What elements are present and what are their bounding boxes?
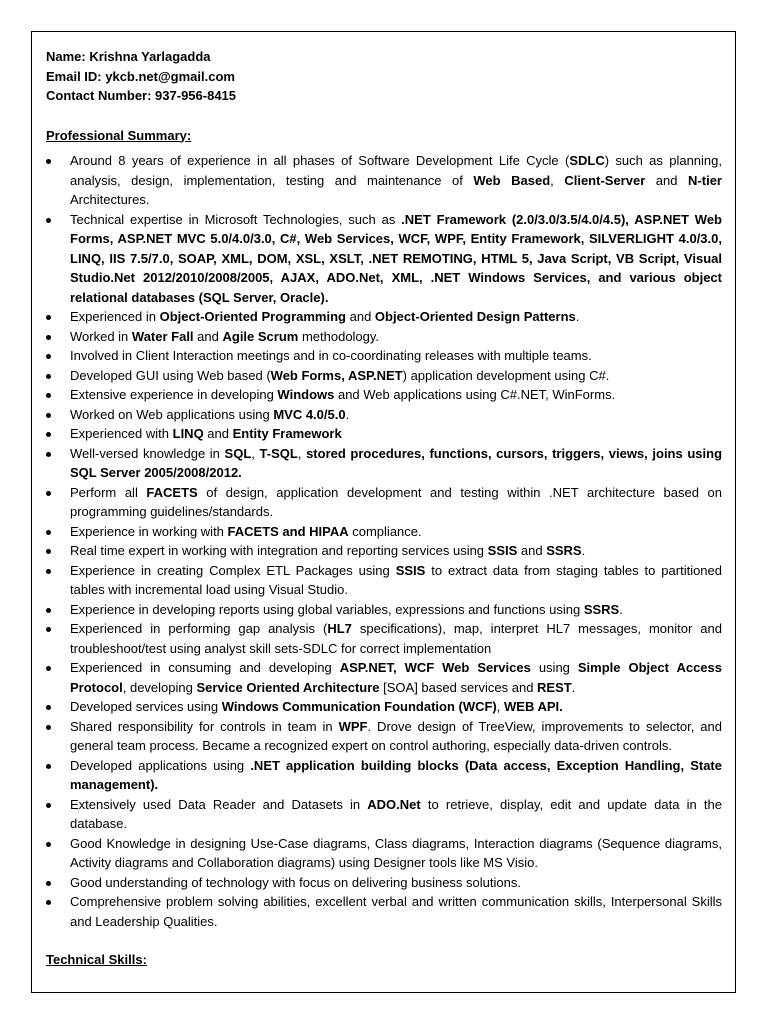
text-segment: Developed applications using [70,757,251,773]
text-segment: and [346,309,375,324]
bold-segment: SSIS [487,543,518,558]
bullet-icon [46,374,51,379]
text-segment: Comprehensive problem solving abilities, excellent verbal and written communication skills, Interpersonal Skills and Leadership Qualities. [70,894,722,929]
summary-item [46,619,722,658]
bold-segment: Web Based [473,172,551,188]
text-segment: Experienced in consuming and developing [70,660,340,675]
bullet-icon [46,335,51,340]
summary-item [46,541,722,561]
bold-segment: Water Fall [131,328,194,344]
bold-segment: ADO.Net [367,796,421,812]
text-segment: . [345,406,350,422]
text-segment: Experience in developing reports using global variables, expressions and functions using [70,601,584,617]
bullet-icon [46,725,51,730]
text-segment: Good Knowledge in designing Use-Case diagrams, Class diagrams, Interaction diagrams (Sequence diagrams, Activity diagrams and Collaboration diagrams) using Designer tools like MS Visio. [70,835,722,870]
bold-segment: MVC 4.0/5.0 [273,406,346,422]
text-segment: [SOA] based services and [379,679,538,695]
text-segment: Real time expert in working with integration and reporting services using [70,543,488,558]
summary-item-text [70,426,342,441]
bullet-icon [46,413,51,418]
summary-item-text [70,797,722,832]
summary-item [46,405,722,425]
text-segment: Experienced in performing gap analysis ( [70,621,328,636]
summary-item-text [70,875,521,890]
bold-segment: Simple Object Access Protocol [70,660,722,695]
summary-item-text [70,446,722,481]
bullet-icon [46,569,51,574]
summary-item-text [70,348,592,363]
summary-item [46,346,722,366]
bold-segment: SDLC [569,153,605,168]
text-segment: , [496,699,504,714]
summary-item [46,522,722,542]
text-segment: Extensively used Data Reader and Datasets in [70,796,368,812]
bold-segment: Object-Oriented Design Patterns [374,309,576,324]
text-segment: Experience in working with [70,523,228,539]
summary-item-text [70,329,379,344]
summary-item [46,795,722,834]
resume-content [46,47,722,970]
bold-segment: Agile Scrum [222,328,299,344]
contact-phone: Contact Number: 937-956-8415 [46,88,237,103]
text-segment: compliance. [348,523,422,539]
summary-item [46,385,722,405]
bullet-icon [46,627,51,632]
summary-item [46,834,722,873]
text-segment: specifications), map, interpret HL7 messages, monitor and troubleshoot/test using analyst skill sets-SDLC for correct implementation [70,621,722,656]
text-segment: Involved in Client Interaction meetings and in co-coordinating releases with multiple teams. [70,348,592,363]
bullet-icon [46,842,51,847]
bold-segment: REST [537,679,572,695]
summary-item-text [70,758,722,793]
contact-name: Name: Krishna Yarlagadda [46,49,211,64]
text-segment: methodology. [298,328,380,344]
summary-item-text [70,387,615,402]
text-segment: , [550,172,565,188]
text-segment: and [203,426,233,441]
bullet-icon [46,764,51,769]
summary-item [46,892,722,931]
text-segment: Well-versed knowledge in [70,445,225,461]
contact-email: Email ID: ykcb.net@gmail.com [46,68,235,84]
bold-segment: FACETS and HIPAA [227,523,349,539]
bold-segment: T-SQL [259,445,298,461]
text-segment: , [297,445,307,461]
bullet-icon [46,315,51,320]
bold-segment: ASP.NET, WCF Web Services [339,660,531,675]
summary-item [46,444,722,483]
summary-item-text [70,524,422,539]
text-segment: Experienced in [70,309,160,324]
professional-summary-heading: Professional Summary: [46,127,192,143]
text-segment: Perform all [70,484,147,500]
bold-segment: FACETS [146,484,198,500]
bold-segment: SSIS [395,562,426,578]
summary-item-text [70,485,722,520]
text-segment: Developed GUI using Web based ( [70,367,271,383]
bullet-icon [46,491,51,496]
text-segment: to retrieve, display, edit and update data in the database. [70,796,722,831]
bold-segment: Entity Framework [232,426,342,441]
text-segment: to extract data from staging tables to partitioned tables with incremental load using Visual Studio. [70,562,722,597]
summary-item [46,600,722,620]
bullet-icon [46,432,51,437]
text-segment: Architectures. [70,192,150,207]
bullet-icon [46,803,51,808]
text-segment: and [645,172,689,188]
bold-segment: Windows [277,387,335,402]
summary-item [46,658,722,697]
bold-segment: SSRS [583,601,620,617]
summary-item-text [70,836,722,871]
bullet-icon [46,666,51,671]
summary-item-text [70,699,563,714]
text-segment: Technical expertise in Microsoft Technologies, such as [70,211,402,227]
summary-item-text [70,621,722,656]
summary-item [46,717,722,756]
text-segment: . [575,309,580,324]
text-segment: Developed services using [70,699,222,714]
bold-segment: Object-Oriented Programming [159,309,346,324]
bullet-icon [46,900,51,905]
bold-segment: HL7 [327,621,352,636]
summary-item [46,561,722,600]
text-segment: ) application development using C#. [402,367,610,383]
text-segment: , developing [122,679,197,695]
bold-segment: Service Oriented Architecture [196,679,380,695]
summary-item-text [70,894,722,929]
bold-segment: WPF [338,718,368,734]
text-segment: Worked on Web applications using [70,406,274,422]
summary-item [46,327,722,347]
bullet-icon [46,881,51,886]
text-segment: Shared responsibility for controls in team in [70,718,339,734]
summary-item-text [70,309,579,324]
bold-segment: N-tier [688,172,722,188]
summary-item [46,210,722,308]
summary-item-text [70,212,722,305]
bold-segment: .NET Framework (2.0/3.0/3.5/4.0/4.5), ASP.NET Web Forms, ASP.NET MVC 5.0/4.0/3.0, C#, Web Services, WCF, WPF, Entity Framework, SILVERLIGHT 4.0/3.0, LINQ, IIS 7.5/7.0, SOAP, XML, DOM, XSL, XSLT, .NET REMOTING, HTML 5, Java Script, VB Script, Visual Studio.Net 2012/2010/2008/2005, AJAX, ADO.Net, XML, .NET Windows Services, and various object relational databases (SQL Server, Oracle). [70,211,722,305]
bullet-icon [46,608,51,613]
bold-segment: Client-Server [564,172,646,188]
summary-item [46,424,722,444]
text-segment: Experienced with [70,426,173,441]
summary-item-text [70,368,609,383]
text-segment: . [571,679,576,695]
resume-page [31,31,736,993]
text-segment: and [193,328,223,344]
summary-item [46,366,722,386]
bullet-icon [46,530,51,535]
text-segment: and [517,543,547,558]
text-segment: . Drove design of TreeView, improvements to selector, and general team process. Became a recognized expert on control authoring, especially data-driven controls. [70,718,722,753]
text-segment: . [619,601,623,617]
text-segment: and Web applications using C#.NET, WinForms. [334,387,616,402]
bold-segment: LINQ [172,426,204,441]
contact-block [46,47,722,106]
technical-skills-heading: Technical Skills: [46,952,147,967]
bullet-icon [46,452,51,457]
bullet-icon [46,354,51,359]
bold-segment: Web Forms, ASP.NET [270,367,403,383]
text-segment: Extensive experience in developing [70,387,278,402]
summary-item-text [70,660,722,695]
summary-item [46,756,722,795]
bold-segment: stored procedures, functions, cursors, triggers, views, joins using SQL Server 2005/2008/2012. [70,445,723,480]
summary-item-text [70,543,585,558]
summary-item-text [70,563,722,598]
text-segment: , [251,445,260,461]
text-segment: of design, application development and testing within .NET architecture based on programming guidelines/standards. [70,484,722,519]
text-segment: ) such as planning, analysis, design, implementation, testing and maintenance of [70,153,722,188]
professional-summary-list [46,151,722,931]
text-segment: . [581,543,586,558]
bullet-icon [46,159,51,164]
summary-item-text [70,153,722,207]
bullet-icon [46,549,51,554]
bullet-icon [46,393,51,398]
bold-segment: SQL [224,445,252,461]
summary-item [46,151,722,210]
summary-item [46,873,722,893]
summary-item-text [70,602,623,617]
summary-item-text [70,719,722,754]
summary-item [46,697,722,717]
bullet-icon [46,705,51,710]
text-segment: Around 8 years of experience in all phases of Software Development Life Cycle ( [70,153,570,168]
summary-item [46,483,722,522]
text-segment: Worked in [70,328,132,344]
summary-item [46,307,722,327]
text-segment: Experience in creating Complex ETL Packages using [70,562,396,578]
text-segment: using [530,660,578,675]
bold-segment: .NET application building blocks (Data access, Exception Handling, State management). [70,757,722,792]
bold-segment: Windows Communication Foundation (WCF) [221,699,497,714]
text-segment: Good understanding of technology with focus on delivering business solutions. [70,874,521,890]
bullet-icon [46,218,51,223]
bold-segment: SSRS [546,543,582,558]
bold-segment: WEB API. [504,699,563,714]
summary-item-text [70,407,349,422]
